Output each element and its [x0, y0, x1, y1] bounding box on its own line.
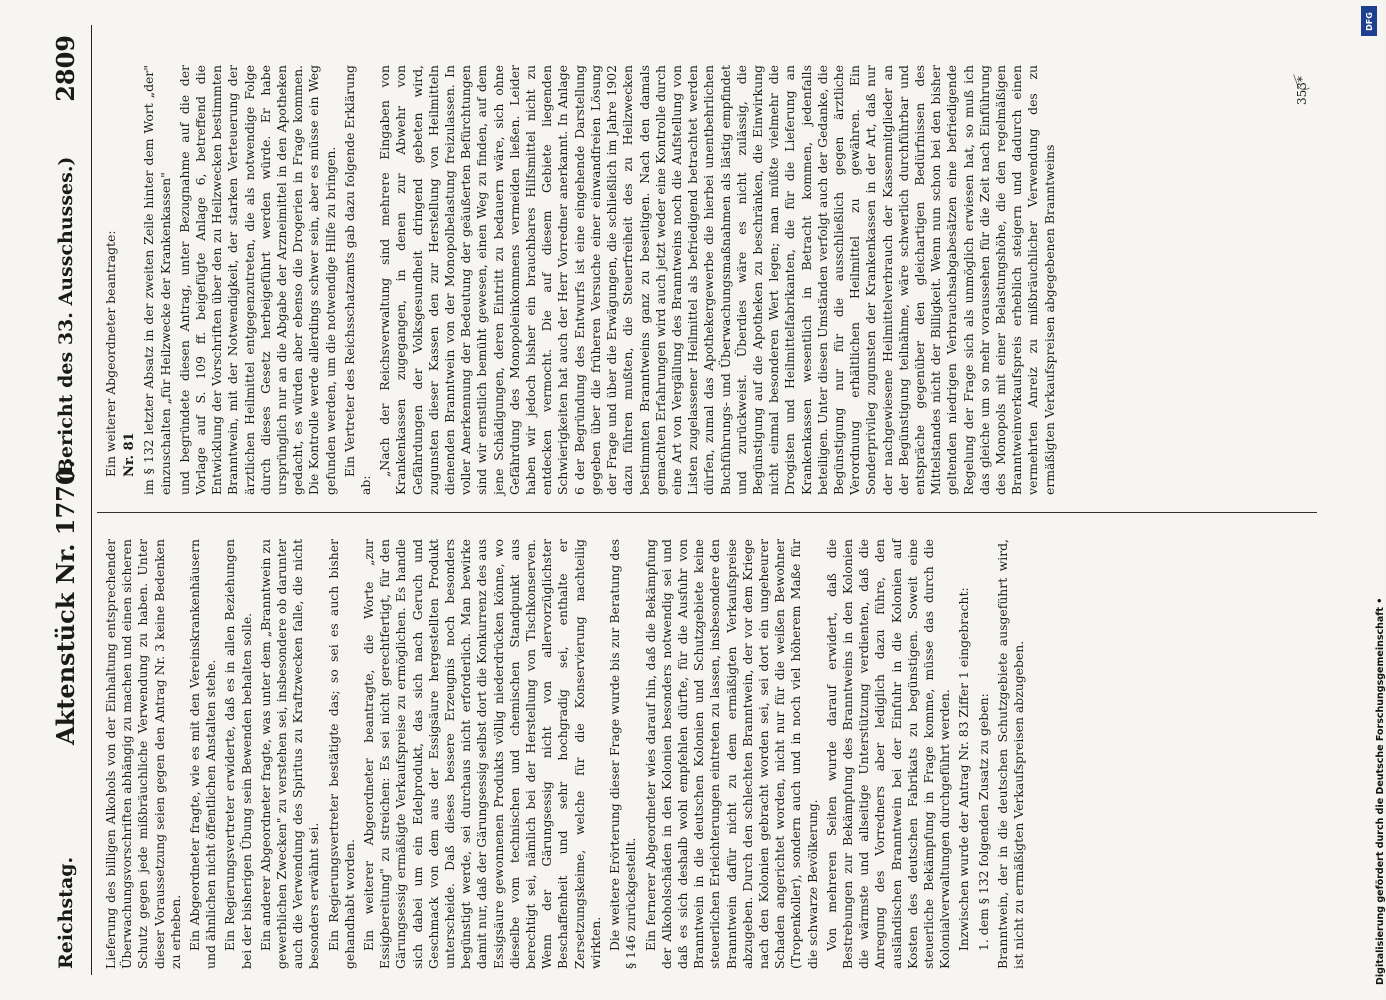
paragraph: Ein fernerer Abgeordneter wies darauf hin, daß die Bekämpfung der Alkoholschäden in den Kolonien besonders notwendig sei und daß es sich deshalb wohl empfehlen dürfte, für die Ausfuhr von Branntwein in die deutschen Kolonien und Schutzgebiete keine steuerlichen Erleichterungen eintreten zu lassen, insbesondere den Branntwein dafür nicht zu dem ermäßigten Verkaufspreise abzugeben. Durch den schlechten Branntwein, der vor dem Kriege nach den Kolonien gebracht worden sei, sei dort ein ungeheurer Schaden angerichtet worden, nicht nur für die weißen Bewohner (Tropenkoller), sondern auch und in noch viel höherem Maße für die schwarze Bevölkerung. [642, 539, 820, 969]
quoted-amendment: im § 132 letzter Absatz in der zweiten Zeile hinter dem Wort „der" einzuschalten „für Heilzwecke der Krankenkassen" [141, 65, 173, 495]
paragraph: Ein Vertreter des Reichsschatzamts gab dazu folgende Erklärung ab: [341, 65, 374, 495]
signature-mark: 353* [1295, 76, 1309, 105]
paragraph: 1. dem § 132 folgenden Zusatz zu geben: [975, 693, 991, 951]
paragraph: Ein Regierungsvertreter erwiderte, daß es in allen Beziehungen bei der bisherigen Übung sein Bewenden behalten solle. [222, 539, 254, 969]
paragraph: Inzwischen wurde der Antrag Nr. 83 Ziffer 1 eingebracht: [956, 587, 972, 951]
paragraph: Die weitere Erörterung dieser Frage wurde bis zur Beratung des § 146 zurückgestellt. [607, 539, 639, 969]
paragraph: Ein weiterer Abgeordneter beantragte: [103, 230, 118, 477]
page-number: 2809 [51, 35, 80, 102]
dfg-logo-text: DFG [1364, 11, 1374, 31]
digitization-credit: Digitalisierung gefördert durch die Deutsche Forschungsgemeinschaft • [1375, 597, 1386, 985]
paragraph: Lieferung des billigen Alkohols von der Einhaltung entsprechender Überwachungsvorschriften abhängig zu machen und einen sicheren Schutz gegen jede mißbräuchliche Verwendung zu haben. Unter dieser Voraussetzung seien gegen den Antrag Nr. 3 keine Bedenken zu erheben. [103, 539, 183, 969]
rotated-document [45, 25, 1335, 975]
paragraph: Ein anderer Abgeordneter fragte, was unter dem „Branntwein zu gewerblichen Zwecken" zu verstehen sei, insbesondere ob darunter auch die Verwendung des Spiritus zu Kraftzwecken falle, die nicht besonders erwähnt sei. [257, 539, 322, 969]
paragraph: Ein Regierungsvertreter bestätigte das; so sei es auch bisher gehandhabt worden. [325, 539, 357, 969]
dfg-logo [1361, 6, 1377, 36]
motion-number: Nr. 81 [122, 432, 138, 477]
header-reichstag: Reichstag. [55, 856, 77, 969]
paragraph: Von mehreren Seiten wurde darauf erwidert, daß die Bestrebungen zur Bekämpfung des Branntweins in den Kolonien die wärmste und allseitige Unterstützung verdienten, daß die Anregung des Vorredners aber lediglich dazu führe, den ausländischen Branntwein bei der Einfuhr in die Kolonien auf Kosten des deutschen Fabrikats zu begünstigen. Soweit eine steuerliche Bekämpfung in Frage komme, müsse das durch die Kolonialverwaltungen durchgeführt werden. [823, 539, 953, 969]
header-document-number: Aktenstück Nr. 1770. [51, 460, 80, 745]
paragraph: und begründete diesen Antrag, unter Bezugnahme auf die der Vorlage auf S. 109 ff. beigefügte Anlage 6, betreffend die Entwicklung der Vorschriften über den zu Heilzwecken bestimmten Branntwein, mit der Notwendigkeit, der starken Verteuerung der ärztlichen Heilmittel entgegenzutreten, die als notwendige Folge durch dieses Gesetz herbeigeführt werden würde. Er habe ursprünglich nur an die Abgabe der Arzneimittel in den Apotheken gedacht, es würden aber ebenso die Drogerien in Frage kommen. Die Kontrolle werde allerdings schwer sein, aber es müsse ein Weg gefunden werden, um die notwendige Hilfe zu bringen. [176, 65, 338, 495]
right-column [103, 65, 1061, 495]
page-header [45, 25, 92, 975]
quoted-amendment: Branntwein, der in die deutschen Schutzgebiete ausgeführt wird, ist nicht zu ermäßigten Verkaufspreisen abzugeben. [994, 539, 1026, 969]
paragraph: „Nach der Reichsverwaltung sind mehrere Eingaben von Krankenkassen zugegangen, in denen zur Abwehr von Gefährdungen der Volksgesundheit dringend gebeten wird, zugunsten dieser Kassen den zur Herstellung von Heilmitteln dienenden Branntwein von der Monopolbelastung freizulassen. In voller Anerkennung der Bedeutung der geäußerten Befürchtungen sind wir ernstlich bemüht gewesen, einen Weg zu finden, auf dem jene Schädigungen, deren Eintritt zu bedauern wäre, sich ohne Gefährdung des Monopoleinkommens vermeiden ließen. Leider haben wir jedoch bisher ein brauchbares Hilfsmittel nicht zu entdecken vermocht. Die auf diesem Gebiete liegenden Schwierigkeiten hat auch der Herr Vorredner anerkannt. In Anlage 6 der Begründung des Entwurfs ist eine eingehende Darstellung gegeben über die früheren Versuche einer einwandfreien Lösung der Frage und über die Erwägungen, die schließlich im Jahre 1902 dazu führen mußten, die Steuerfreiheit des zu Heilzwecken bestimmten Branntweins ganz zu beseitigen. Nach den damals gemachten Erfahrungen wird auch jetzt weder eine Kontrolle durch eine Art von Vergällung des Branntweins noch die Aufstellung von Listen zugelassener Heilmittel als befriedigend betrachtet werden dürfen, zumal das Apothekergewerbe die hierbei unentbehrlichen Buchführungs- und Überwachungsmaßnahmen als lästig empfindet und zurückweist. Überdies wäre es nicht zulässig, die Begünstigung auf die Apotheken zu beschränken, die Einwirkung nicht einmal besonderen Wert legen; man müßte vielmehr die Drogisten und Heilmittelfabrikanten, die für die Lieferung an Krankenkassen wesentlich in Betracht kommen, jedenfalls beteiligen. Unter diesen Umständen verfolgt auch der Gedanke, die Begünstigung nur für die ausschließlich gegen ärztliche Verordnung erhältlichen Heilmittel zu gewähren. Ein Sonderprivileg zugunsten der Krankenkassen in der Art, daß nur der nachgewiesene Heilmittelverbrauch der Kassenmitglieder an der Begünstigung teilnähme, wäre schwerlich durchführbar und entspräche gegenüber den gleichartigen Bedürfnissen des Mittelstandes nicht der Billigkeit. Wenn nun schon bei den bisher geltenden niedrigen Verbrauchsabgabesätzen eine befriedigende Regelung der Frage sich als unmöglich erwiesen hat, so muß ich das gleiche um so mehr voraussehen für die Zeit nach Einführung des Monopols mit einer Belastungshöhe, die den regelmäßigen Branntweinverkaufspreis erheblich steigern und dadurch einen vermehrten Anreiz zu mißbräuchlicher Verwendung des zu ermäßigten Verkaufspreisen abgegebenen Branntweins [377, 65, 1057, 495]
left-column [103, 539, 1030, 969]
header-report-title: (Bericht des 33. Ausschusses.) [55, 156, 77, 483]
column-divider [97, 512, 1317, 513]
paragraph: Ein weiterer Abgeordneter beantragte, die Worte „zur Essigbereitung" zu streichen: Es sei nicht gerechtfertigt, für den Gärungsessig ermäßigte Verkaufspreise zu ermöglichen. Es handle sich dabei um ein Edelprodukt, das sich nach Geruch und Geschmack von dem aus der Essigsäure hergestellten Produkt unterscheide. Daß dieses bessere Erzeugnis noch besonders begünstigt werde, sei durchaus nicht erforderlich. Man bewirke damit nur, daß der Gärungsessig selbst dort die Konkurrenz des aus Essigsäure gewonnenen Produkts völlig niederdrücken könne, wo dieselbe vom technischen und chemischen Standpunkt aus berechtigt sei, nämlich bei der Herstellung von Tischkonserven. Wenn der Gärungsessig nicht von allervorzüglichster Beschaffenheit und sehr hochgradig sei, enthalte er Zersetzungskeime, welche für die Konservierung nachteilig wirkten. [361, 539, 603, 969]
paragraph: Ein Abgeordneter fragte, wie es mit den Vereinskrankenhäusern und ähnlichen nicht öffentlichen Anstalten stehe. [187, 539, 219, 969]
